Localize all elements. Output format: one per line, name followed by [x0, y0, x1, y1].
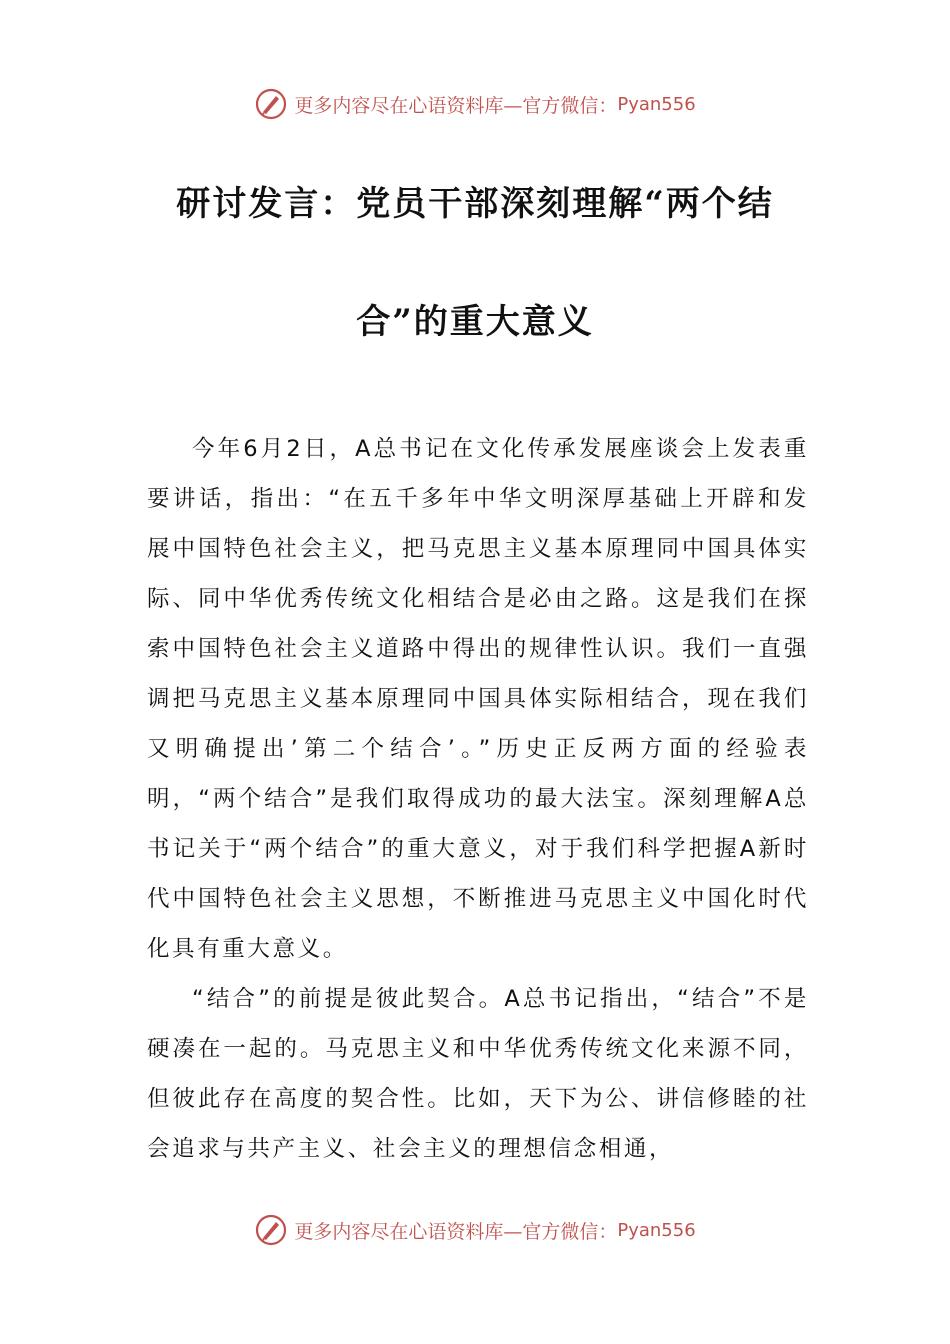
- watermark-text: 更多内容尽在心语资料库—官方微信：: [294, 94, 618, 117]
- watermark-wechat-id: Pyan556: [617, 93, 696, 115]
- document-title-line-2: 合”的重大意义: [356, 302, 594, 342]
- document-title-line-1: 研讨发言：党员干部深刻理解“两个结: [176, 184, 774, 224]
- watermark-wechat-id: Pyan556: [617, 1219, 696, 1241]
- watermark-text: 更多内容尽在心语资料库—官方微信：: [294, 1220, 618, 1243]
- watermark-header: [0, 82, 950, 126]
- pen-logo-icon: [254, 1213, 288, 1247]
- body-paragraph-2: “结合”的前提是彼此契合。A总书记指出，“结合”不是硬凑在一起的。马克思主义和中华优秀传统文化来源不同，但彼此存在高度的契合性。比如，天下为公、讲信修睦的社会追求与共产主义、社会主义的理想信念相通，: [147, 986, 809, 1162]
- body-paragraph-1: 今年6月2日，A总书记在文化传承发展座谈会上发表重要讲话，指出：“在五千多年中华文明深厚基础上开辟和发展中国特色社会主义，把马克思主义基本原理同中国具体实际、同中华优秀传统文化相结合是必由之路。这是我们在探索中国特色社会主义道路中得出的规律性认识。我们一直强调把马克思主义基本原理同中国具体实际相结合，现在我们又明确提出’第二个结合’。”历史正反两方面的经验表明，“两个结合”是我们取得成功的最大法宝。深刻理解A总书记关于“两个结合”的重大意义，对于我们科学把握A新时代中国特色社会主义思想，不断推进马克思主义中国化时代化具有重大意义。: [147, 436, 809, 962]
- watermark-footer: [0, 1208, 950, 1252]
- pen-logo-icon: [254, 87, 288, 121]
- document-body: [147, 424, 809, 1174]
